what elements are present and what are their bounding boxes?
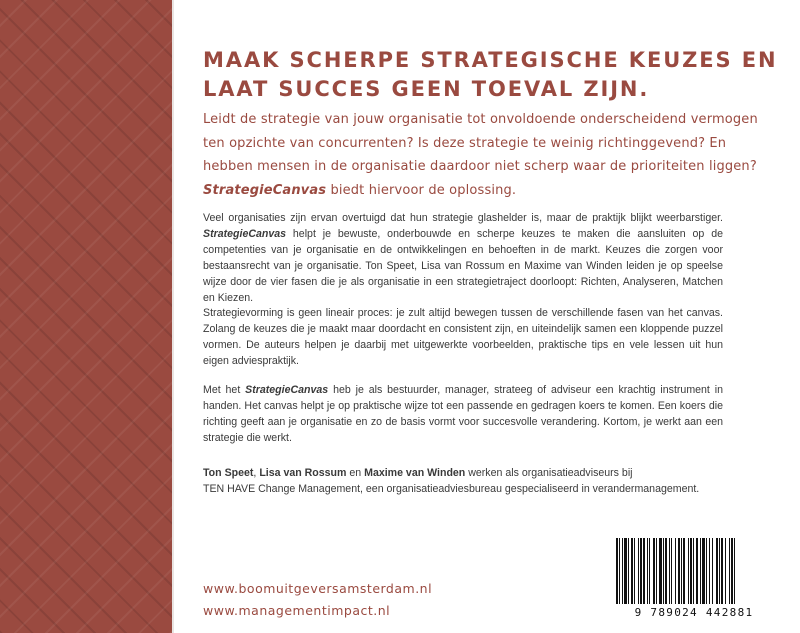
p1-part2: helpt je bewuste, onderbouwde en scherpe keuzes te maken die aansluiten op de competenties van je organisatie en de ontwikkelingen en behoeften in de markt. Keuzes die zorgen voor bestaansrecht van je organisatie. Ton Speet, Lisa van Rossum en Maxime van Winden leiden je op speelse wijze door de vier fasen die je als organisatie in een strategietraject doorloopt: Richten, Analyseren, Matchen en Kiezen. bbox=[203, 228, 723, 305]
body-paragraph-1 bbox=[203, 210, 723, 307]
cover-spine-pattern bbox=[0, 0, 172, 633]
imprint-url[interactable]: www.managementimpact.nl bbox=[203, 603, 391, 618]
headline-line-2: LAAT SUCCES GEEN TOEVAL ZIJN. bbox=[203, 77, 650, 101]
author-sep-2: en bbox=[346, 467, 365, 479]
author-bio-line-2: TEN HAVE Change Management, een organisatieadviesbureau gespecialiseerd in verandermanagement. bbox=[203, 483, 700, 496]
barcode-bars bbox=[610, 536, 778, 606]
p3-brand: StrategieCanvas bbox=[245, 384, 329, 396]
author-bio bbox=[203, 465, 763, 497]
intro-text bbox=[203, 108, 763, 202]
author-name-1: Ton Speet bbox=[203, 467, 254, 479]
author-sep-1: , bbox=[253, 467, 260, 479]
p3-part2: heb je als bestuurder, manager, strateeg of adviseur een krachtig instrument in handen. Het canvas helpt je op praktische wijze tot een passende en gedragen koers te komen. Een koers die richting geeft aan je organisatie en zo de basis vormt voor succesvolle verandering. Kortom, je werkt aan een strategie die werkt. bbox=[203, 384, 723, 445]
body-paragraph-3 bbox=[203, 382, 723, 446]
intro-brand-tail: biedt hiervoor de oplossing. bbox=[326, 182, 517, 198]
intro-body: Leidt de strategie van jouw organisatie tot onvoldoende onderscheidend vermogen ten opzichte van concurrenten? Is deze strategie te weinig richtinggevend? En hebben mensen in de organisatie daardoor niet scherp waar de prioriteiten liggen? bbox=[203, 112, 758, 174]
p1-brand: StrategieCanvas bbox=[203, 228, 287, 241]
spine-divider bbox=[172, 0, 174, 633]
p3-part1: Met het bbox=[203, 384, 246, 396]
author-bio-tail: werken als organisatieadviseurs bij bbox=[465, 467, 633, 479]
body-paragraph-2: Strategievorming is geen lineair proces: je zult altijd bewegen tussen de verschillende fasen van het canvas. Zolang de keuzes die je maakt maar doordacht en consistent zijn, en uiteindelijk samen een kloppende puzzel vormen. De auteurs helpen je daarbij met uitgewerkte voorbeelden, praktische tips en vele lessen uit hun eigen adviespraktijk. bbox=[203, 307, 723, 368]
publisher-url[interactable]: www.boomuitgeversamsterdam.nl bbox=[203, 581, 433, 596]
headline bbox=[203, 46, 783, 104]
author-name-3: Maxime van Winden bbox=[364, 467, 466, 479]
intro-brand: StrategieCanvas bbox=[203, 182, 327, 198]
isbn-number: 9 789024 442881 bbox=[610, 606, 778, 619]
author-name-2: Lisa van Rossum bbox=[259, 467, 347, 479]
p1-part1: Veel organisaties zijn ervan overtuigd dat hun strategie glashelder is, maar de praktijk blijkt weerbarstiger. bbox=[203, 212, 723, 224]
headline-line-1: MAAK SCHERPE STRATEGISCHE KEUZES EN bbox=[203, 48, 778, 72]
